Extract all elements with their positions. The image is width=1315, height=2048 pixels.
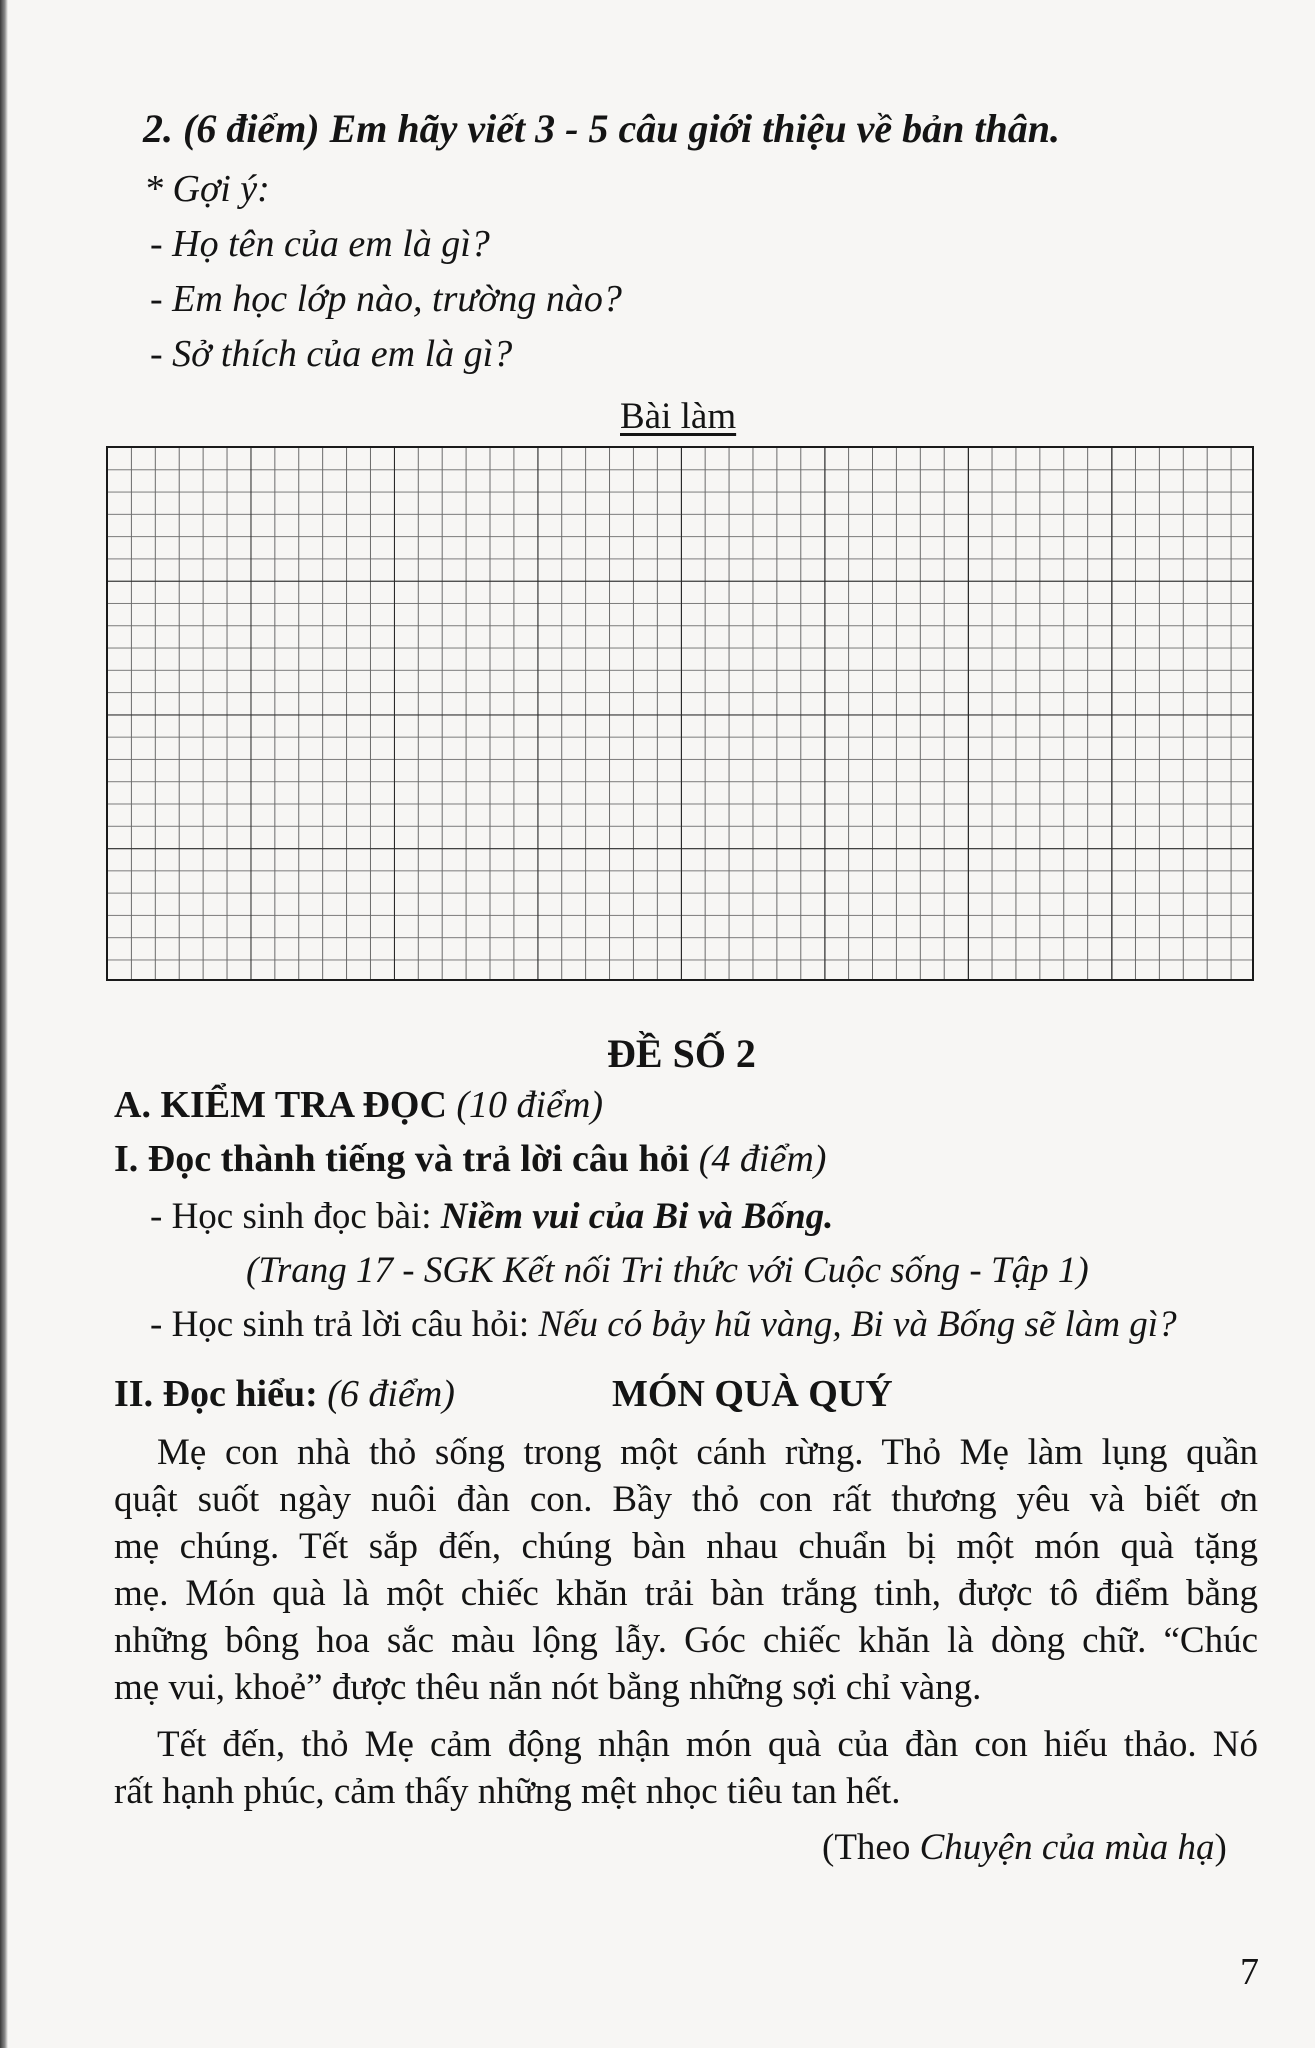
hint-label: * Gợi ý: xyxy=(144,168,270,210)
hint-item: - Họ tên của em là gì? xyxy=(150,223,490,265)
story-line: rất hạnh phúc, cảm thấy những mệt nhọc tiêu tan hết. xyxy=(114,1771,901,1812)
story-line: Tết đến, thỏ Mẹ cảm động nhận món quà của đàn con hiếu thảo. Nó xyxy=(157,1724,1258,1765)
story-line: Mẹ con nhà thỏ sống trong một cánh rừng. Thỏ Mẹ làm lụng quần xyxy=(157,1432,1258,1473)
section-a-heading xyxy=(114,1083,603,1127)
reading-task-line xyxy=(150,1195,833,1238)
question-task-line xyxy=(150,1303,1177,1346)
exam-title: ĐỀ SỐ 2 xyxy=(607,1031,756,1076)
answer-label: Bài làm xyxy=(620,396,737,437)
reading-title: Niềm vui của Bi và Bống. xyxy=(440,1196,834,1237)
reading-source-text: (Trang 17 - SGK Kết nối Tri thức với Cuộc sống - Tập 1) xyxy=(246,1250,1089,1291)
story-line: mẹ chúng. Tết sắp đến, chúng bàn nhau chuẩn bị một món quà tặng xyxy=(114,1526,1258,1567)
writing-grid[interactable] xyxy=(106,446,1254,981)
hint-item: - Sở thích của em là gì? xyxy=(150,333,513,375)
part-ii-title: II. Đọc hiểu: xyxy=(114,1373,318,1415)
page-number: 7 xyxy=(1240,1951,1259,1993)
section-a-points: (10 điểm) xyxy=(456,1084,604,1126)
part-ii-points: (6 điểm) xyxy=(327,1373,455,1415)
story-line: những bông hoa sắc màu lộng lẫy. Góc chiếc khăn là dòng chữ. “Chúc xyxy=(114,1620,1258,1661)
part-i-heading xyxy=(114,1137,826,1181)
page-binding-edge xyxy=(0,0,8,2048)
story-line: mẹ vui, khoẻ” được thêu nắn nót bằng những sợi chỉ vàng. xyxy=(114,1667,982,1708)
question-2-title: 2. (6 điểm) Em hãy viết 3 - 5 câu giới thiệu về bản thân. xyxy=(143,106,1060,151)
section-a-title: A. KIỂM TRA ĐỌC xyxy=(114,1084,447,1126)
part-i-points: (4 điểm) xyxy=(698,1138,827,1180)
reading-task-prefix: - Học sinh đọc bài: xyxy=(150,1196,441,1237)
story-source xyxy=(822,1826,1227,1869)
story-source-suffix: ) xyxy=(1214,1827,1227,1868)
part-i-title: I. Đọc thành tiếng và trả lời câu hỏi xyxy=(114,1138,690,1180)
story-source-title: Chuyện của mùa hạ xyxy=(919,1827,1215,1868)
question-text: Nếu có bảy hũ vàng, Bi và Bống sẽ làm gì? xyxy=(538,1304,1177,1345)
question-task-prefix: - Học sinh trả lời câu hỏi: xyxy=(150,1304,539,1345)
reading-source xyxy=(246,1249,1089,1292)
hint-item: - Em học lớp nào, trường nào? xyxy=(150,278,622,320)
story-line: mẹ. Món quà là một chiếc khăn trải bàn trắng tinh, được tô điểm bằng xyxy=(114,1573,1258,1614)
part-ii-heading xyxy=(114,1372,455,1416)
story-source-prefix: (Theo xyxy=(822,1827,920,1868)
story-line: quật suốt ngày nuôi đàn con. Bầy thỏ con rất thương yêu và biết ơn xyxy=(114,1479,1258,1520)
story-title: MÓN QUÀ QUÝ xyxy=(612,1373,893,1415)
